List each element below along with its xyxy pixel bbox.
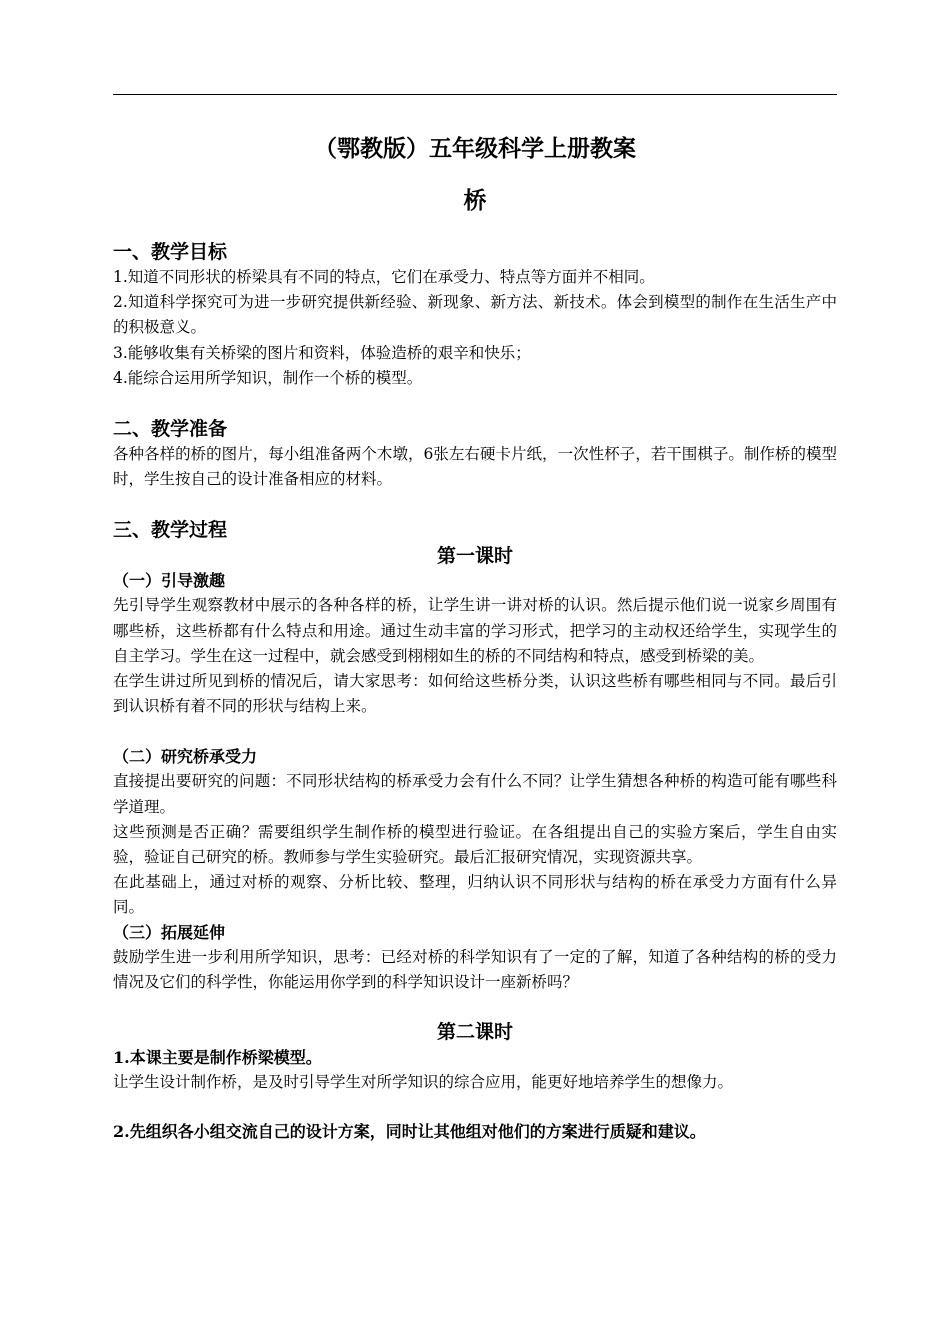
goal-item: 4.能综合运用所学知识，制作一个桥的模型。: [113, 368, 423, 387]
goal-item: 1.知道不同形状的桥梁具有不同的特点，它们在承受力、特点等方面并不相同。: [113, 268, 655, 286]
paragraph: 在此基础上，通过对桥的观察、分析比较、整理，归纳认识不同形状与结构的桥在承受力方面有什么异同。: [113, 873, 837, 917]
subsection-heading: （三）拓展延伸: [113, 922, 226, 942]
subsection-heading: （一）引导激趣: [113, 571, 226, 591]
session-title: 第一课时: [436, 545, 513, 568]
header-rule: [113, 94, 837, 95]
paragraph: 在学生讲过所见到桥的情况后，请大家思考：如何给这些桥分类，认识这些桥有哪些相同与不同。最后引到认识桥有着不同的形状与结构上来。: [113, 672, 837, 716]
subsection-heading: （二）研究桥承受力: [113, 747, 258, 767]
section-prep: [113, 416, 837, 492]
paragraph: 鼓励学生进一步利用所学知识，思考：已经对桥的科学知识有了一定的了解，知道了各种结构的桥的受力情况及它们的科学性，你能运用你学到的科学知识设计一座新桥吗？: [113, 947, 837, 991]
goal-item: 3.能够收集有关桥梁的图片和资料，体验造桥的艰辛和快乐；: [113, 343, 531, 362]
point-heading: 1.本课主要是制作桥梁模型。: [113, 1048, 322, 1068]
paragraph: 让学生设计制作桥，是及时引导学生对所学知识的综合应用，能更好地培养学生的想像力。: [113, 1073, 734, 1092]
point-heading: 2.先组织各小组交流自己的设计方案，同时让其他组对他们的方案进行质疑和建议。: [113, 1122, 706, 1142]
session-title: 第二课时: [436, 1021, 513, 1044]
section-heading: 一、教学目标: [113, 241, 228, 263]
lesson-title: 桥: [463, 187, 487, 214]
goal-item: 2.知道科学探究可为进一步研究提供新经验、新现象、新方法、新技术。体会到模型的制作在生活生产中的积极意义。: [113, 293, 837, 337]
section-heading: 三、教学过程: [113, 519, 228, 542]
section-goals: [113, 239, 837, 391]
paragraph: 直接提出要研究的问题：不同形状结构的桥承受力会有什么不同？让学生猜想各种桥的构造可能有哪些科学道理。: [113, 772, 837, 816]
paragraph: 先引导学生观察教材中展示的各种各样的桥，让学生讲一讲对桥的认识。然后提示他们说一说家乡周围有哪些桥，这些桥都有什么特点和用途。通过生动丰富的学习形式，把学习的主动权还给学生，实现学生的自主学习。学生在这一过程中，就会感受到栩栩如生的桥的不同结构和特点，感受到桥梁的美。: [113, 596, 837, 665]
document-title: （鄂教版）五年级科学上册教案: [314, 135, 636, 162]
prep-text: 各种各样的桥的图片，每小组准备两个木墩，6张左右硬卡片纸，一次性杯子，若干围棋子。制作桥的模型时，学生按自己的设计准备相应的材料。: [113, 445, 837, 489]
paragraph: 这些预测是否正确？需要组织学生制作桥的模型进行验证。在各组提出自己的实验方案后，学生自由实验，验证自己研究的桥。教师参与学生实验研究。最后汇报研究情况，实现资源共享。: [113, 822, 837, 867]
document-page: [113, 94, 837, 1144]
section-process: [113, 517, 837, 1144]
section-heading: 二、教学准备: [113, 418, 228, 441]
